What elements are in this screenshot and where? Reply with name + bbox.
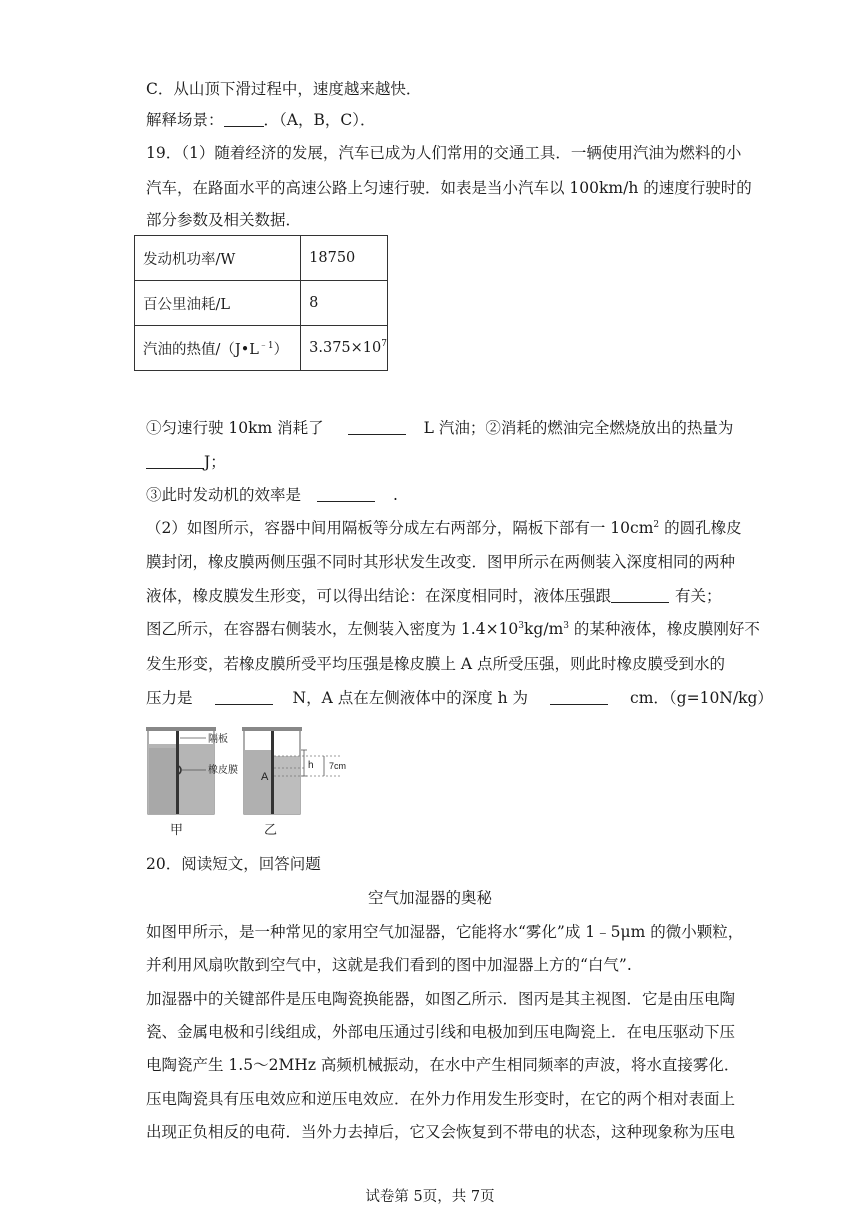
part2-line-2: 膜封闭，橡皮膜两侧压强不同时其形状发生改变．图甲所示在两侧装入深度相同的两种 xyxy=(146,553,736,571)
part2-line-6: 压力是 N，A 点在左侧液体中的深度 h 为 cm．（g=10N/kg） xyxy=(146,689,773,707)
q20-heading: 20．阅读短文，回答问题 xyxy=(146,855,321,873)
depth-7cm-label: 7cm xyxy=(329,761,347,771)
article-line-7: 出现正负相反的电荷．当外力去掉后，它又会恢复到不带电的状态，这种现象称为压电 xyxy=(146,1123,736,1141)
explain-line: 解释场景： ．（A，B，C）． xyxy=(146,111,376,129)
option-c: C．从山顶下滑过程中，速度越来越快． xyxy=(146,80,422,98)
answer-blank[interactable] xyxy=(348,420,406,435)
caption-yi: 乙 xyxy=(264,823,278,838)
container-jia xyxy=(146,727,216,814)
answer-blank[interactable] xyxy=(224,112,264,127)
q19-line-2: 汽车，在路面水平的高速公路上匀速行驶．如表是当小汽车以 100km/h 的速度行驶时的 xyxy=(146,179,752,197)
article-line-1: 如图甲所示，是一种常见的家用空气加湿器，它能将水“雾化”成 1﹣5μm 的微小颗粒， xyxy=(146,923,744,941)
table-cell: 8 xyxy=(301,281,388,326)
membrane-label: 橡皮膜 xyxy=(208,765,238,776)
q19-sub3: ③此时发动机的效率是 . xyxy=(146,486,398,504)
part2-line-5: 发生形变，若橡皮膜所受平均压强是橡皮膜上 A 点所受压强，则此时橡皮膜受到水的 xyxy=(146,655,726,673)
q19-sub1-cont: J； xyxy=(146,450,226,472)
article-line-2: 并利用风扇吹散到空气中，这就是我们看到的图中加湿器上方的“白气”. xyxy=(146,956,632,974)
answer-blank[interactable] xyxy=(317,487,375,502)
container-yi xyxy=(242,727,340,814)
caption-jia: 甲 xyxy=(170,823,184,838)
q19-sub1: ①匀速行驶 10km 消耗了 L 汽油；②消耗的燃油完全燃烧放出的热量为 xyxy=(146,419,734,437)
article-title: 空气加湿器的奥秘 xyxy=(367,889,492,907)
article-line-4: 瓷、金属电极和引线组成，外部电压通过引线和电极加到压电陶瓷上．在电压驱动下压 xyxy=(146,1023,736,1041)
parameter-table xyxy=(134,235,388,371)
point-a-label: A xyxy=(261,771,269,783)
answer-blank[interactable] xyxy=(146,454,204,469)
part2-line-4: 图乙所示，在容器右侧装水，左侧装入密度为 $1.4\times 10^3kg/m^3$ 的某种液体，橡皮膜刚好不 xyxy=(146,620,760,638)
table-cell: 发动机功率/W xyxy=(135,236,301,281)
answer-blank[interactable] xyxy=(215,690,273,705)
table-row xyxy=(135,281,388,326)
article-line-3: 加湿器中的关键部件是压电陶瓷换能器，如图乙所示．图丙是其主视图．它是由压电陶 xyxy=(146,990,736,1008)
answer-blank[interactable] xyxy=(550,690,608,705)
table-cell: $3.375\times 10^7$ xyxy=(301,326,388,371)
table-cell: 18750 xyxy=(301,236,388,281)
article-line-6: 压电陶瓷具有压电效应和逆压电效应．在外力作用发生形变时，在它的两个相对表面上 xyxy=(146,1090,736,1108)
q19-line-3: 部分参数及相关数据． xyxy=(146,211,302,229)
container-figure xyxy=(140,716,380,840)
part2-line-3: 液体，橡皮膜发生形变，可以得出结论：在深度相同时，液体压强跟 有关； xyxy=(146,587,722,605)
q19-line-1: 19．（1）随着经济的发展，汽车已成为人们常用的交通工具．一辆使用汽油为燃料的小 xyxy=(146,144,742,162)
answer-blank[interactable] xyxy=(611,588,669,603)
depth-h-label: h xyxy=(308,760,314,771)
article-line-5: 电陶瓷产生 1.5～2MHz 高频机械振动，在水中产生相同频率的声波，将水直接雾化． xyxy=(146,1056,740,1074)
table-row xyxy=(135,236,388,281)
table-cell: 汽油的热值$/(J•L^{﹣1})$ xyxy=(135,326,301,371)
page-footer: 试卷第 5页，共 7页 xyxy=(365,1189,495,1205)
table-cell: 百公里油耗/L xyxy=(135,281,301,326)
part2-line-1: （2）如图所示，容器中间用隔板等分成左右两部分，隔板下部有一 $10cm^2$ 的圆孔橡皮 xyxy=(146,519,742,537)
table-row xyxy=(135,326,388,371)
partition-label: 隔板 xyxy=(208,734,228,745)
